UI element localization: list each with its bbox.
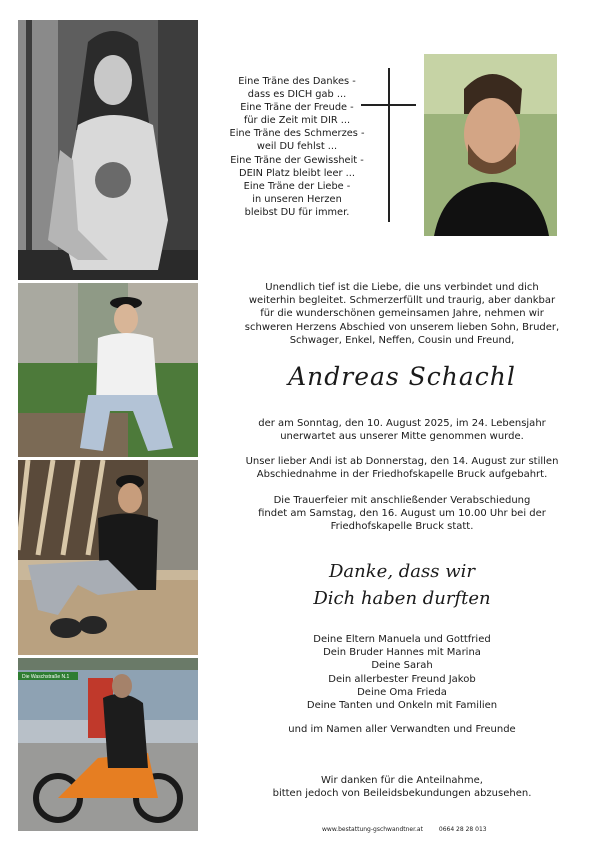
family-list xyxy=(212,633,592,712)
cross-icon-bar xyxy=(361,104,416,106)
poem xyxy=(212,75,382,219)
family-member: Dein allerbester Freund Jakob xyxy=(328,673,476,685)
intro-text xyxy=(212,281,592,347)
thanks-line: Danke, dass wir xyxy=(329,561,475,582)
all-relatives xyxy=(212,723,592,736)
photo-sitting-rocks xyxy=(18,283,198,457)
poem-line: weil DU fehlst ... xyxy=(256,141,338,153)
closing-line: Wir danken für die Anteilnahme, xyxy=(321,775,483,786)
death-line: unerwartet aus unserer Mitte genommen wurde. xyxy=(280,431,524,443)
death-notice xyxy=(212,417,592,443)
ceremony-info xyxy=(212,494,592,534)
deceased-name: Andreas Schachl xyxy=(288,362,516,391)
family-member: Deine Oma Frieda xyxy=(357,686,447,698)
footer-website[interactable]: www.bestattung-gschwandtner.at xyxy=(322,826,423,833)
ceremony-line: findet am Samstag, den 16. August um 10.00 Uhr bei der xyxy=(258,508,546,520)
intro-line: schweren Herzens Abschied von unserem lieben Sohn, Bruder, xyxy=(244,321,560,333)
poem-line: Eine Träne der Gewissheit - xyxy=(230,154,364,166)
death-line: der am Sonntag, den 10. August 2025, im 24. Lebensjahr xyxy=(258,418,546,429)
photo-motorbike xyxy=(18,658,198,831)
sign-text: Die Waschstraße N.1 xyxy=(22,674,70,680)
cross-icon xyxy=(388,68,390,222)
thanks-heading xyxy=(212,558,592,612)
photo-sitting-deck xyxy=(18,460,198,655)
intro-line: Schwager, Enkel, Neffen, Cousin und Freund, xyxy=(289,334,515,346)
family-member: Deine Tanten und Onkeln mit Familien xyxy=(306,700,498,712)
family-member: Dein Bruder Hannes mit Marina xyxy=(323,647,481,659)
poem-line: Eine Träne der Freude - xyxy=(240,102,354,114)
all-relatives-line: und im Namen aller Verwandten und Freunde xyxy=(288,724,516,735)
intro-line: für die wunderschönen gemeinsamen Jahre, nehmen wir xyxy=(260,308,544,320)
poem-line: bleibst DU für immer. xyxy=(244,206,350,218)
poem-line: dass es DICH gab ... xyxy=(247,89,347,101)
ceremony-line: Die Trauerfeier mit anschließender Verabschiedung xyxy=(273,495,531,506)
poem-line: Eine Träne des Dankes - xyxy=(238,76,356,87)
poem-line: Eine Träne der Liebe - xyxy=(243,180,351,192)
poem-line: DEIN Platz bleibt leer ... xyxy=(239,167,355,179)
lying-line: Unser lieber Andi ist ab Donnerstag, den 14. August zur stillen xyxy=(245,456,559,467)
poem-line: für die Zeit mit DIR ... xyxy=(243,115,351,127)
ceremony-line: Friedhofskapelle Bruck statt. xyxy=(330,521,474,533)
footer-phone: 0664 28 28 013 xyxy=(438,826,487,833)
lying-line: Abschiednahme in der Friedhofskapelle Bruck aufgebahrt. xyxy=(256,469,548,481)
family-member: Deine Sarah xyxy=(371,660,433,672)
poem-line: Eine Träne des Schmerzes - xyxy=(229,128,365,140)
photo-bw-portrait xyxy=(18,20,198,280)
footer xyxy=(322,826,501,833)
thanks-line: Dich haben durften xyxy=(313,588,491,609)
photo-portrait xyxy=(424,54,557,236)
poem-line: in unseren Herzen xyxy=(252,193,342,205)
family-member: Deine Eltern Manuela und Gottfried xyxy=(313,634,491,645)
closing-note xyxy=(212,774,592,800)
closing-line: bitten jedoch von Beileidsbekundungen abzusehen. xyxy=(272,788,532,800)
intro-line: weiterhin begleitet. Schmerzerfüllt und traurig, aber dankbar xyxy=(248,295,556,307)
lying-in-state xyxy=(212,455,592,481)
intro-line: Unendlich tief ist die Liebe, die uns verbindet und dich xyxy=(265,282,539,293)
